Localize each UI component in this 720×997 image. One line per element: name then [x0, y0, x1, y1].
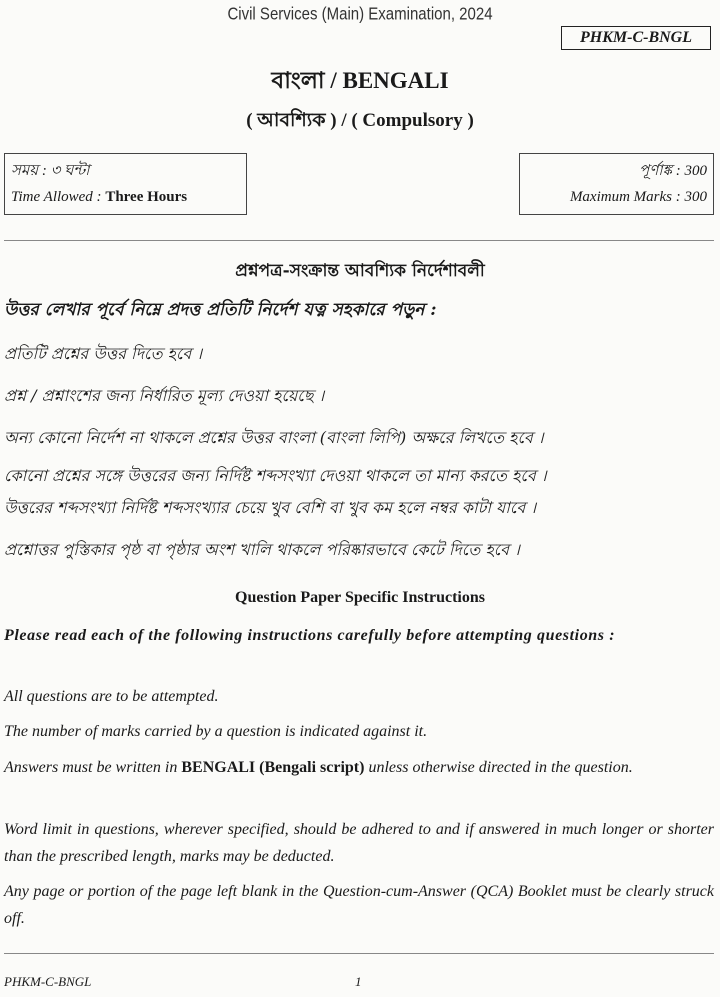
time-allowed-bengali: সময় : ৩ ঘন্টা	[11, 163, 90, 179]
bengali-instructions-heading: প্রশ্নপত্র-সংক্রান্ত আবশ্যিক নির্দেশাবলী	[235, 261, 485, 281]
time-allowed-box	[4, 153, 247, 215]
time-allowed-value: Three Hours	[105, 189, 188, 205]
time-allowed-label: Time Allowed :	[11, 189, 106, 205]
subject-title: বাংলা / BENGALI	[271, 68, 449, 93]
footer-paper-code: PHKM-C-BNGL	[4, 974, 92, 989]
english-instruction-item: All questions are to be attempted.	[4, 688, 219, 705]
bengali-instruction-item: প্রতিটি প্রশ্নের উত্তর দিতে হবে ।	[4, 344, 203, 363]
bengali-instructions-title: উত্তর লেখার পূর্বে নিম্নে প্রদত্ত প্রতিটি নির্দেশ যত্ন সহকারে পড়ুন :	[4, 300, 437, 320]
time-allowed-english	[11, 184, 240, 210]
bengali-instruction-item: প্রশ্নোত্তর পুস্তিকার পৃষ্ঠ বা পৃষ্ঠার অংশ খালি থাকলে পরিষ্কারভাবে কেটে দিতে হবে ।	[4, 540, 520, 559]
exam-name: Civil Services (Main) Examination, 2024	[227, 4, 493, 25]
subject-subtitle: ( আবশ্যিক ) / ( Compulsory )	[246, 110, 474, 131]
maximum-marks-box	[519, 153, 714, 215]
bengali-instruction-item: উত্তরের শব্দসংখ্যা নির্দিষ্ট শব্দসংখ্যার চেয়ে খুব বেশি বা খুব কম হলে নম্বর কাটা যাবে ।	[4, 498, 537, 517]
english-instruction-item	[4, 754, 714, 781]
instruction-text: unless otherwise directed in the question.	[364, 759, 633, 776]
instruction-emphasis: BENGALI (Bengali script)	[181, 759, 365, 776]
bengali-instruction-item: কোনো প্রশ্নের সঙ্গে উত্তরের জন্য নির্দিষ্ট শব্দসংখ্যা দেওয়া থাকলে তা মান্য করতে হবে ।	[4, 466, 547, 485]
english-instruction-item: Any page or portion of the page left blank in the Question-cum-Answer (QCA) Booklet must be clearly struck off.	[4, 883, 714, 927]
english-instruction-item: The number of marks carried by a question is indicated against it.	[4, 723, 428, 740]
paper-code-box: PHKM-C-BNGL	[561, 26, 711, 50]
english-instructions-title: Please read each of the following instructions carefully before attempting questions :	[4, 627, 616, 644]
footer-page-number: 1	[355, 974, 362, 989]
maximum-marks-bengali: পূর্ণাঙ্ক : 300	[639, 163, 707, 179]
top-divider	[4, 240, 714, 241]
english-instruction-item: Word limit in questions, wherever specified, should be adhered to and if answered in much longer or shorter than the prescribed length, marks may be deducted.	[4, 821, 714, 865]
bottom-divider	[4, 953, 714, 954]
bengali-instruction-item: অন্য কোনো নির্দেশ না থাকলে প্রশ্নের উত্তর বাংলা (বাংলা লিপি) অক্ষরে লিখতে হবে ।	[4, 428, 544, 447]
english-instructions-heading: Question Paper Specific Instructions	[235, 589, 485, 606]
bengali-instruction-item: প্রশ্ন / প্রশ্নাংশের জন্য নির্ধারিত মূল্য দেওয়া হয়েছে ।	[4, 386, 325, 405]
instruction-text: Answers must be written in	[4, 759, 182, 776]
maximum-marks-english: Maximum Marks : 300	[569, 189, 707, 205]
